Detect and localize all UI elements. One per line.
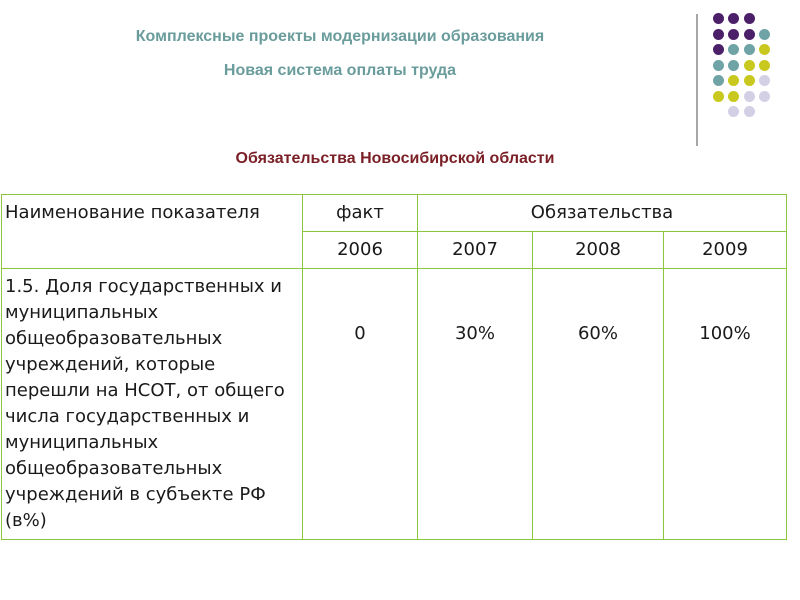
decorative-dot (728, 29, 739, 40)
header-subtitle: Новая система оплаты труда (223, 62, 457, 79)
decorative-dot (759, 29, 770, 40)
decorative-dot (759, 75, 770, 86)
decorative-dot (713, 13, 724, 24)
decorative-dot (759, 44, 770, 55)
header-title: Комплексные проекты модернизации образования (135, 28, 545, 45)
year-header: 2008 (533, 232, 664, 269)
decorative-dot (713, 29, 724, 40)
decorative-dot (728, 13, 739, 24)
decorative-dot (713, 91, 724, 102)
value-cell: 60% (533, 269, 664, 540)
decorative-dot (713, 75, 724, 86)
column-header-fact: факт (303, 195, 418, 232)
decorative-dot (744, 75, 755, 86)
year-header: 2007 (418, 232, 533, 269)
decorative-dot (759, 91, 770, 102)
decorative-dot (728, 91, 739, 102)
year-header: 2006 (303, 232, 418, 269)
decorative-dot (728, 44, 739, 55)
column-header-obligations: Обязательства (418, 195, 787, 232)
decorative-dot (744, 29, 755, 40)
table-row (2, 269, 787, 540)
decorative-dot (728, 60, 739, 71)
year-header: 2009 (664, 232, 787, 269)
indicator-label: 1.5. Доля государственных и муниципальных общеобразовательных учреждений, которые перешли на НСОТ, от общего числа государственных и муниципальных общеобразовательных учреждений в субъекте РФ (в%) (2, 269, 303, 540)
decorative-dot (728, 106, 739, 117)
decorative-dot (744, 106, 755, 117)
column-header-name: Наименование показателя (2, 195, 303, 269)
section-title: Обязательства Новосибирской области (235, 150, 555, 167)
value-cell: 0 (303, 269, 418, 540)
decorative-dot (744, 44, 755, 55)
decorative-dot (713, 44, 724, 55)
obligations-table (1, 194, 787, 540)
table-header-row (2, 195, 787, 232)
value-cell: 30% (418, 269, 533, 540)
decorative-dot (728, 75, 739, 86)
decorative-dot (744, 60, 755, 71)
decorative-dot (744, 91, 755, 102)
value-cell: 100% (664, 269, 787, 540)
decorative-dot (759, 60, 770, 71)
decorative-dot (744, 13, 755, 24)
decorative-dot (713, 60, 724, 71)
decorative-dot-grid (0, 0, 800, 140)
